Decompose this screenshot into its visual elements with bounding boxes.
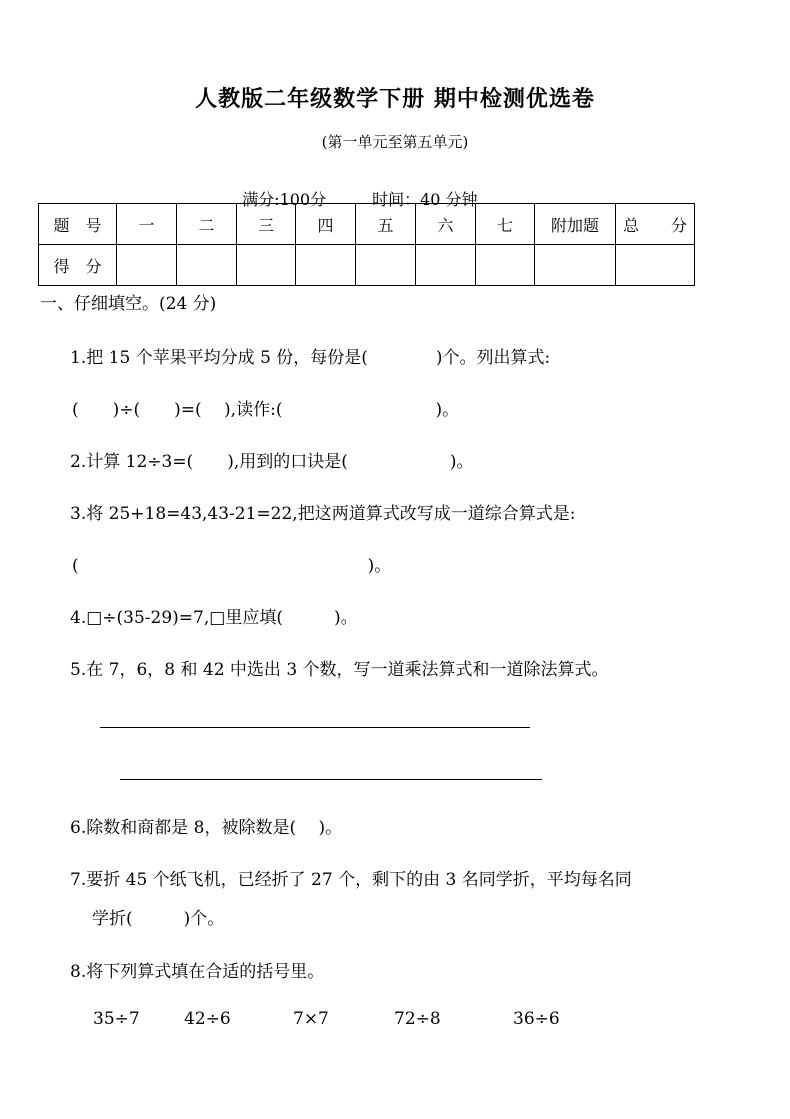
score-table-score-row (39, 245, 695, 286)
header-cell: 五 (356, 204, 416, 245)
question-7-line-2: 学折( )个。 (92, 909, 225, 929)
expression-item: 72÷8 (394, 1009, 441, 1029)
score-cell[interactable] (416, 245, 476, 286)
section-heading: 一、仔细填空。(24 分) (40, 294, 217, 314)
question-2: 2.计算 12÷3=( ),用到的口诀是( )。 (70, 452, 474, 472)
score-cell[interactable] (535, 245, 616, 286)
exam-time: 时间：40 分钟 (372, 190, 478, 209)
answer-line-1[interactable] (100, 727, 530, 728)
header-cell: 总 分 (616, 204, 695, 245)
question-3-line-1: 3.将 25+18=43,43-21=22,把这两道算式改写成一道综合算式是: (70, 504, 576, 524)
expression-item: 42÷6 (184, 1009, 231, 1029)
page-subtitle: (第一单元至第五单元) (321, 133, 469, 151)
page-title: 人教版二年级数学下册 期中检测优选卷 (195, 87, 595, 112)
header-cell: 七 (476, 204, 535, 245)
full-score: 满分:100分 (242, 190, 327, 209)
score-cell[interactable] (296, 245, 356, 286)
header-cell: 三 (237, 204, 296, 245)
question-5: 5.在 7，6，8 和 42 中选出 3 个数，写一道乘法算式和一道除法算式。 (70, 660, 609, 680)
question-4: 4.□÷(35-29)=7,□里应填( )。 (70, 608, 358, 628)
score-cell[interactable] (616, 245, 695, 286)
question-1-line-1: 1.把 15 个苹果平均分成 5 份，每份是( )个。列出算式: (70, 348, 551, 368)
score-table-header-row (39, 204, 695, 245)
header-cell: 一 (117, 204, 177, 245)
question-6: 6.除数和商都是 8，被除数是( )。 (70, 818, 343, 838)
expression-item: 7×7 (293, 1009, 329, 1029)
question-1-line-2: ( )÷( )=( ),读作:( )。 (72, 400, 460, 420)
header-cell: 题 号 (39, 204, 117, 245)
answer-line-2[interactable] (120, 779, 542, 780)
row-label: 得 分 (39, 245, 117, 286)
score-cell[interactable] (237, 245, 296, 286)
header-cell: 四 (296, 204, 356, 245)
question-8: 8.将下列算式填在合适的括号里。 (70, 962, 325, 982)
header-cell: 附加题 (535, 204, 616, 245)
header-cell: 二 (177, 204, 237, 245)
expression-item: 35÷7 (93, 1009, 140, 1029)
header-cell: 六 (416, 204, 476, 245)
question-7-line-1: 7.要折 45 个纸飞机，已经折了 27 个，剩下的由 3 名同学折，平均每名同 (70, 870, 632, 890)
score-cell[interactable] (117, 245, 177, 286)
score-cell[interactable] (177, 245, 237, 286)
score-cell[interactable] (356, 245, 416, 286)
score-cell[interactable] (476, 245, 535, 286)
expression-item: 36÷6 (513, 1009, 560, 1029)
score-table (38, 203, 695, 286)
question-3-line-2: ( )。 (72, 556, 392, 576)
